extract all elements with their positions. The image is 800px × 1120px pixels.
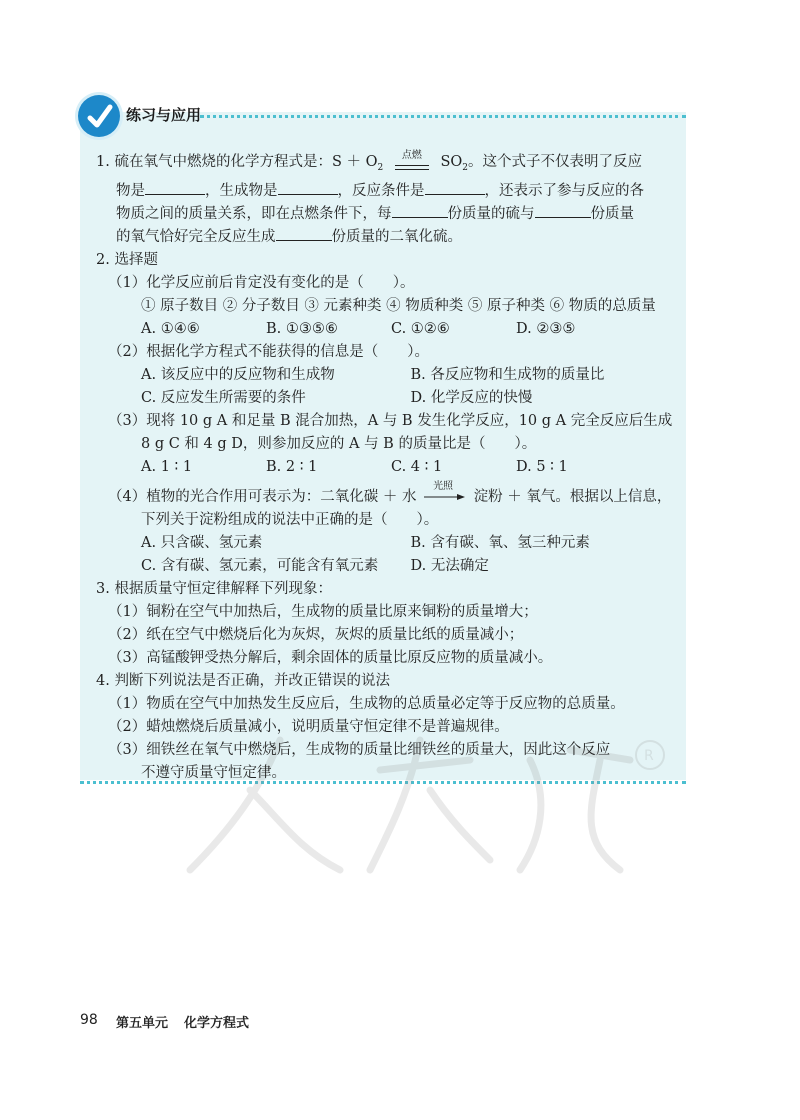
option-b[interactable]: B. ①③⑤⑥ [266,321,338,337]
q2-3-stem-2: 8 g C 和 4 g D，则参加反应的 A 与 B 的质量比是（ ）。 [141,436,537,452]
q4-item-3: （3）细铁丝在氧气中燃烧后，生成物的质量比细铁丝的质量大，因此这个反应 [108,742,611,758]
answer-blank[interactable] [392,203,448,218]
option-d[interactable]: D. 化学反应的快慢 [410,390,533,406]
option-a[interactable]: A. ①④⑥ [141,321,200,337]
top-dotted-divider [200,115,686,118]
chapter-title: 化学方程式 [184,1016,250,1031]
q3-title: 3. 根据质量守恒定律解释下列现象： [96,581,332,597]
q1-text: 1. 硫在氧气中燃烧的化学方程式是：S ＋ O [96,154,378,171]
option-b[interactable]: B. 含有碳、氧、氢三种元素 [410,535,590,551]
q1-text: 份质量的二氧化硫。 [331,229,462,245]
option-d[interactable]: D. 5 ∶ 1 [516,459,568,475]
q2-1-items: ① 原子数目 ② 分子数目 ③ 元素种类 ④ 物质种类 ⑤ 原子种类 ⑥ 物质的总质量 [141,298,656,314]
reaction-equals-sign [392,150,432,180]
option-a[interactable]: A. 该反应中的反应物和生成物 [141,367,335,383]
q2-4-options-row-1 [96,532,680,555]
q2-title: 2. 选择题 [96,252,158,268]
section-title: 练习与应用 [126,106,202,124]
q2-1-options [96,318,680,341]
q1-line-4 [96,226,680,249]
q3-item-1: （1）铜粉在空气中加热后，生成物的质量比原来铜粉的质量增大； [108,604,538,620]
option-c[interactable]: C. ①②⑥ [391,321,450,337]
svg-text:R: R [644,748,654,764]
o2-subscript: 2 [377,163,384,173]
exercise-badge-icon [78,95,120,137]
q3-item-3: （3）高锰酸钾受热分解后，剩余固体的质量比原反应物的质量减小。 [108,650,553,666]
q4-item-2: （2）蜡烛燃烧后质量减小，说明质量守恒定律不是普遍规律。 [108,719,509,735]
q2-3-options [96,456,680,479]
q2-4-text: （4）植物的光合作用可表示为：二氧化碳 ＋ 水 [108,489,417,505]
option-a[interactable]: A. 只含碳、氢元素 [141,535,263,551]
q1-text: 物是 [116,183,145,199]
q4-item-3-cont: 不遵守质量守恒定律。 [141,765,286,781]
option-c[interactable]: C. 含有碳、氢元素，可能含有氧元素 [141,558,379,574]
answer-blank[interactable] [145,180,205,195]
q3-item-2: （2）纸在空气中燃烧后化为灰烬，灰烬的质量比纸的质量减小； [108,627,524,643]
q4-item-1: （1）物质在空气中加热发生反应后，生成物的总质量必定等于反应物的总质量。 [108,696,625,712]
product-formula: SO [440,154,463,171]
q1-text: ，还表示了参与反应的各 [484,183,644,199]
q1-text: 的氧气恰好完全反应生成 [116,229,276,245]
q4-title: 4. 判断下列说法是否正确，并改正错误的说法 [96,673,390,689]
option-b[interactable]: B. 2 ∶ 1 [266,459,318,475]
q1-line-3 [96,203,680,226]
option-a[interactable]: A. 1 ∶ 1 [141,459,193,475]
option-c[interactable]: C. 反应发生所需要的条件 [141,390,306,406]
q2-4-stem-2: 下列关于淀粉组成的说法中正确的是（ ）。 [141,512,439,528]
so2-subscript: 2 [462,163,468,173]
q1-text: 物质之间的质量关系，即在点燃条件下，每 [116,206,392,222]
q2-2-options-row-1 [96,364,680,387]
q1-text: ，生成物是 [205,183,278,199]
option-c[interactable]: C. 4 ∶ 1 [391,459,443,475]
answer-blank[interactable] [535,203,591,218]
q1-line-2 [96,180,680,203]
answer-blank[interactable] [278,180,338,195]
q2-2-options-row-2 [96,387,680,410]
arrow-condition: 光照 [433,481,454,492]
q2-4-options-row-2 [96,555,680,578]
option-d[interactable]: D. ②③⑤ [516,321,576,337]
q2-4-text-cont: 淀粉 ＋ 氧气。根据以上信息， [473,489,672,505]
answer-blank[interactable] [276,226,332,241]
q2-4-stem-1 [96,479,680,509]
q1-text: 份质量的硫与 [447,206,535,222]
q1-text-cont: 。这个式子不仅表明了反应 [468,154,642,171]
answer-blank[interactable] [425,180,485,195]
q1-text: ，反应条件是 [337,183,425,199]
q2-3-stem-1: （3）现将 10 g A 和足量 B 混合加热，A 与 B 发生化学反应，10 g A 完全反应后生成 [108,413,673,429]
q2-2-stem: （2）根据化学方程式不能获得的信息是（ ）。 [108,344,429,360]
reaction-arrow-icon [423,479,467,509]
q1-line-1 [96,150,680,180]
q1-text: 份质量 [590,206,634,222]
page-number: 98 [80,1012,98,1028]
option-b[interactable]: B. 各反应物和生成物的质量比 [410,367,605,383]
q2-1-stem: （1）化学反应前后肯定没有变化的是（ ）。 [108,275,415,291]
reaction-condition: 点燃 [401,150,422,161]
exercise-content [96,150,680,785]
unit-label: 第五单元 [116,1016,169,1031]
option-d[interactable]: D. 无法确定 [410,558,489,574]
